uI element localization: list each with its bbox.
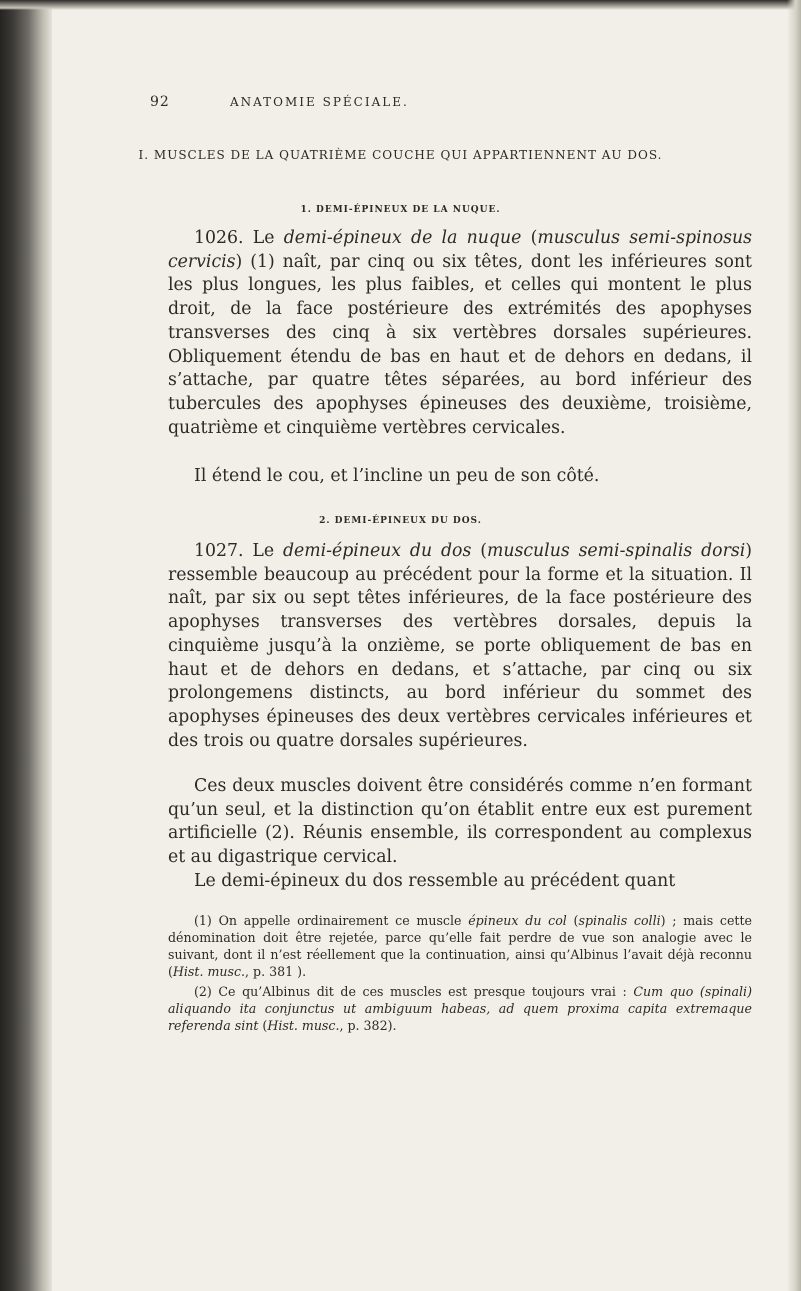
footnote-mark: (2) <box>194 984 212 999</box>
footnote-ref-1: (1) <box>250 251 275 272</box>
footnote-2: (2) Ce qu’Albinus dit de ces muscles est presque toujours vrai : Cum quo (spinali) aliquando ita conjunctus ut ambiguum habeas, ad quem proxima capita extremaque referenda sint (Hist. musc., p. 382). <box>168 984 752 1033</box>
subheading-semi-spinalis-dorsi: 2. DEMI-ÉPINEUX DU DOS. <box>319 516 482 526</box>
footnote-mark: (1) <box>194 913 212 928</box>
page-header <box>150 94 710 116</box>
muscle-name: demi-épineux de la nuque <box>283 228 522 248</box>
paragraph-1026: 1026. Le demi-épineux de la nuque (musculus semi-spinosus cervicis) (1) naît, par cinq ou six têtes, dont les inférieures sont les plus longues, les plus faibles, et celles qui montent le plus droit, de la face postérieure des extrémités des apophyses transverses des cinq à six vertèbres dorsales supérieures. Obliquement étendu de bas en haut et de dehors en dedans, il s’attache, par quatre têtes séparées, au bord inférieur des tubercules des apophyses épineuses des deuxième, troisième, quatrième et cinquième vertèbres cervicales. <box>168 228 752 438</box>
subheading-semi-spinosus-cervicis: 1. DEMI-ÉPINEUX DE LA NUQUE. <box>300 205 501 215</box>
paragraph-considerations: Ces deux muscles doivent être considérés comme n’en formant qu’un seul, et la distinction qu’on établit entre eux est purement artificielle (2). Réunis ensemble, ils correspondent au complexus et au digastrique cervical. <box>168 776 752 868</box>
section-heading: I. MUSCLES DE LA QUATRIÈME COUCHE QUI APPARTIENNENT AU DOS. <box>138 148 663 162</box>
page-number: 92 <box>150 94 170 110</box>
muscle-name: demi-épineux du dos <box>282 541 472 561</box>
paragraph-continued: Le demi-épineux du dos ressemble au précédent quant <box>194 871 676 891</box>
running-title: ANATOMIE SPÉCIALE. <box>230 95 409 109</box>
latin-name: musculus semi-spinalis dorsi <box>486 541 746 561</box>
paragraph-number: 1027. <box>194 541 244 561</box>
paragraph-number: 1026. <box>194 228 244 248</box>
latin-name: musculus semi-spinosus cervicis <box>168 228 752 272</box>
paragraph-1027: 1027. Le demi-épineux du dos (musculus semi-spinalis dorsi) ressemble beaucoup au précédent pour la forme et la situation. Il naît, par six ou sept têtes inférieures, de la face postérieure des apophyses transverses des vertèbres dorsales, depuis la cinquième jusqu’à la onzième, se porte obliquement de bas en haut et de dehors en dedans, et s’attache, par cinq ou six prolongemens distincts, au bord inférieur du sommet des apophyses épineuses des deux vertèbres cervicales inférieures et des trois ou quatre dorsales supérieures. <box>168 541 752 751</box>
footnote-1: (1) On appelle ordinairement ce muscle épineux du col (spinalis colli) ; mais cette dénomination doit être rejetée, parce qu’elle fait perdre de vue son analogie avec le suivant, dont il n’est réellement que la continuation, ainsi qu’Albinus l’avait déjà reconnu (Hist. musc., p. 381 ). <box>168 913 752 979</box>
paragraph-1026-function: Il étend le cou, et l’incline un peu de son côté. <box>194 466 600 486</box>
